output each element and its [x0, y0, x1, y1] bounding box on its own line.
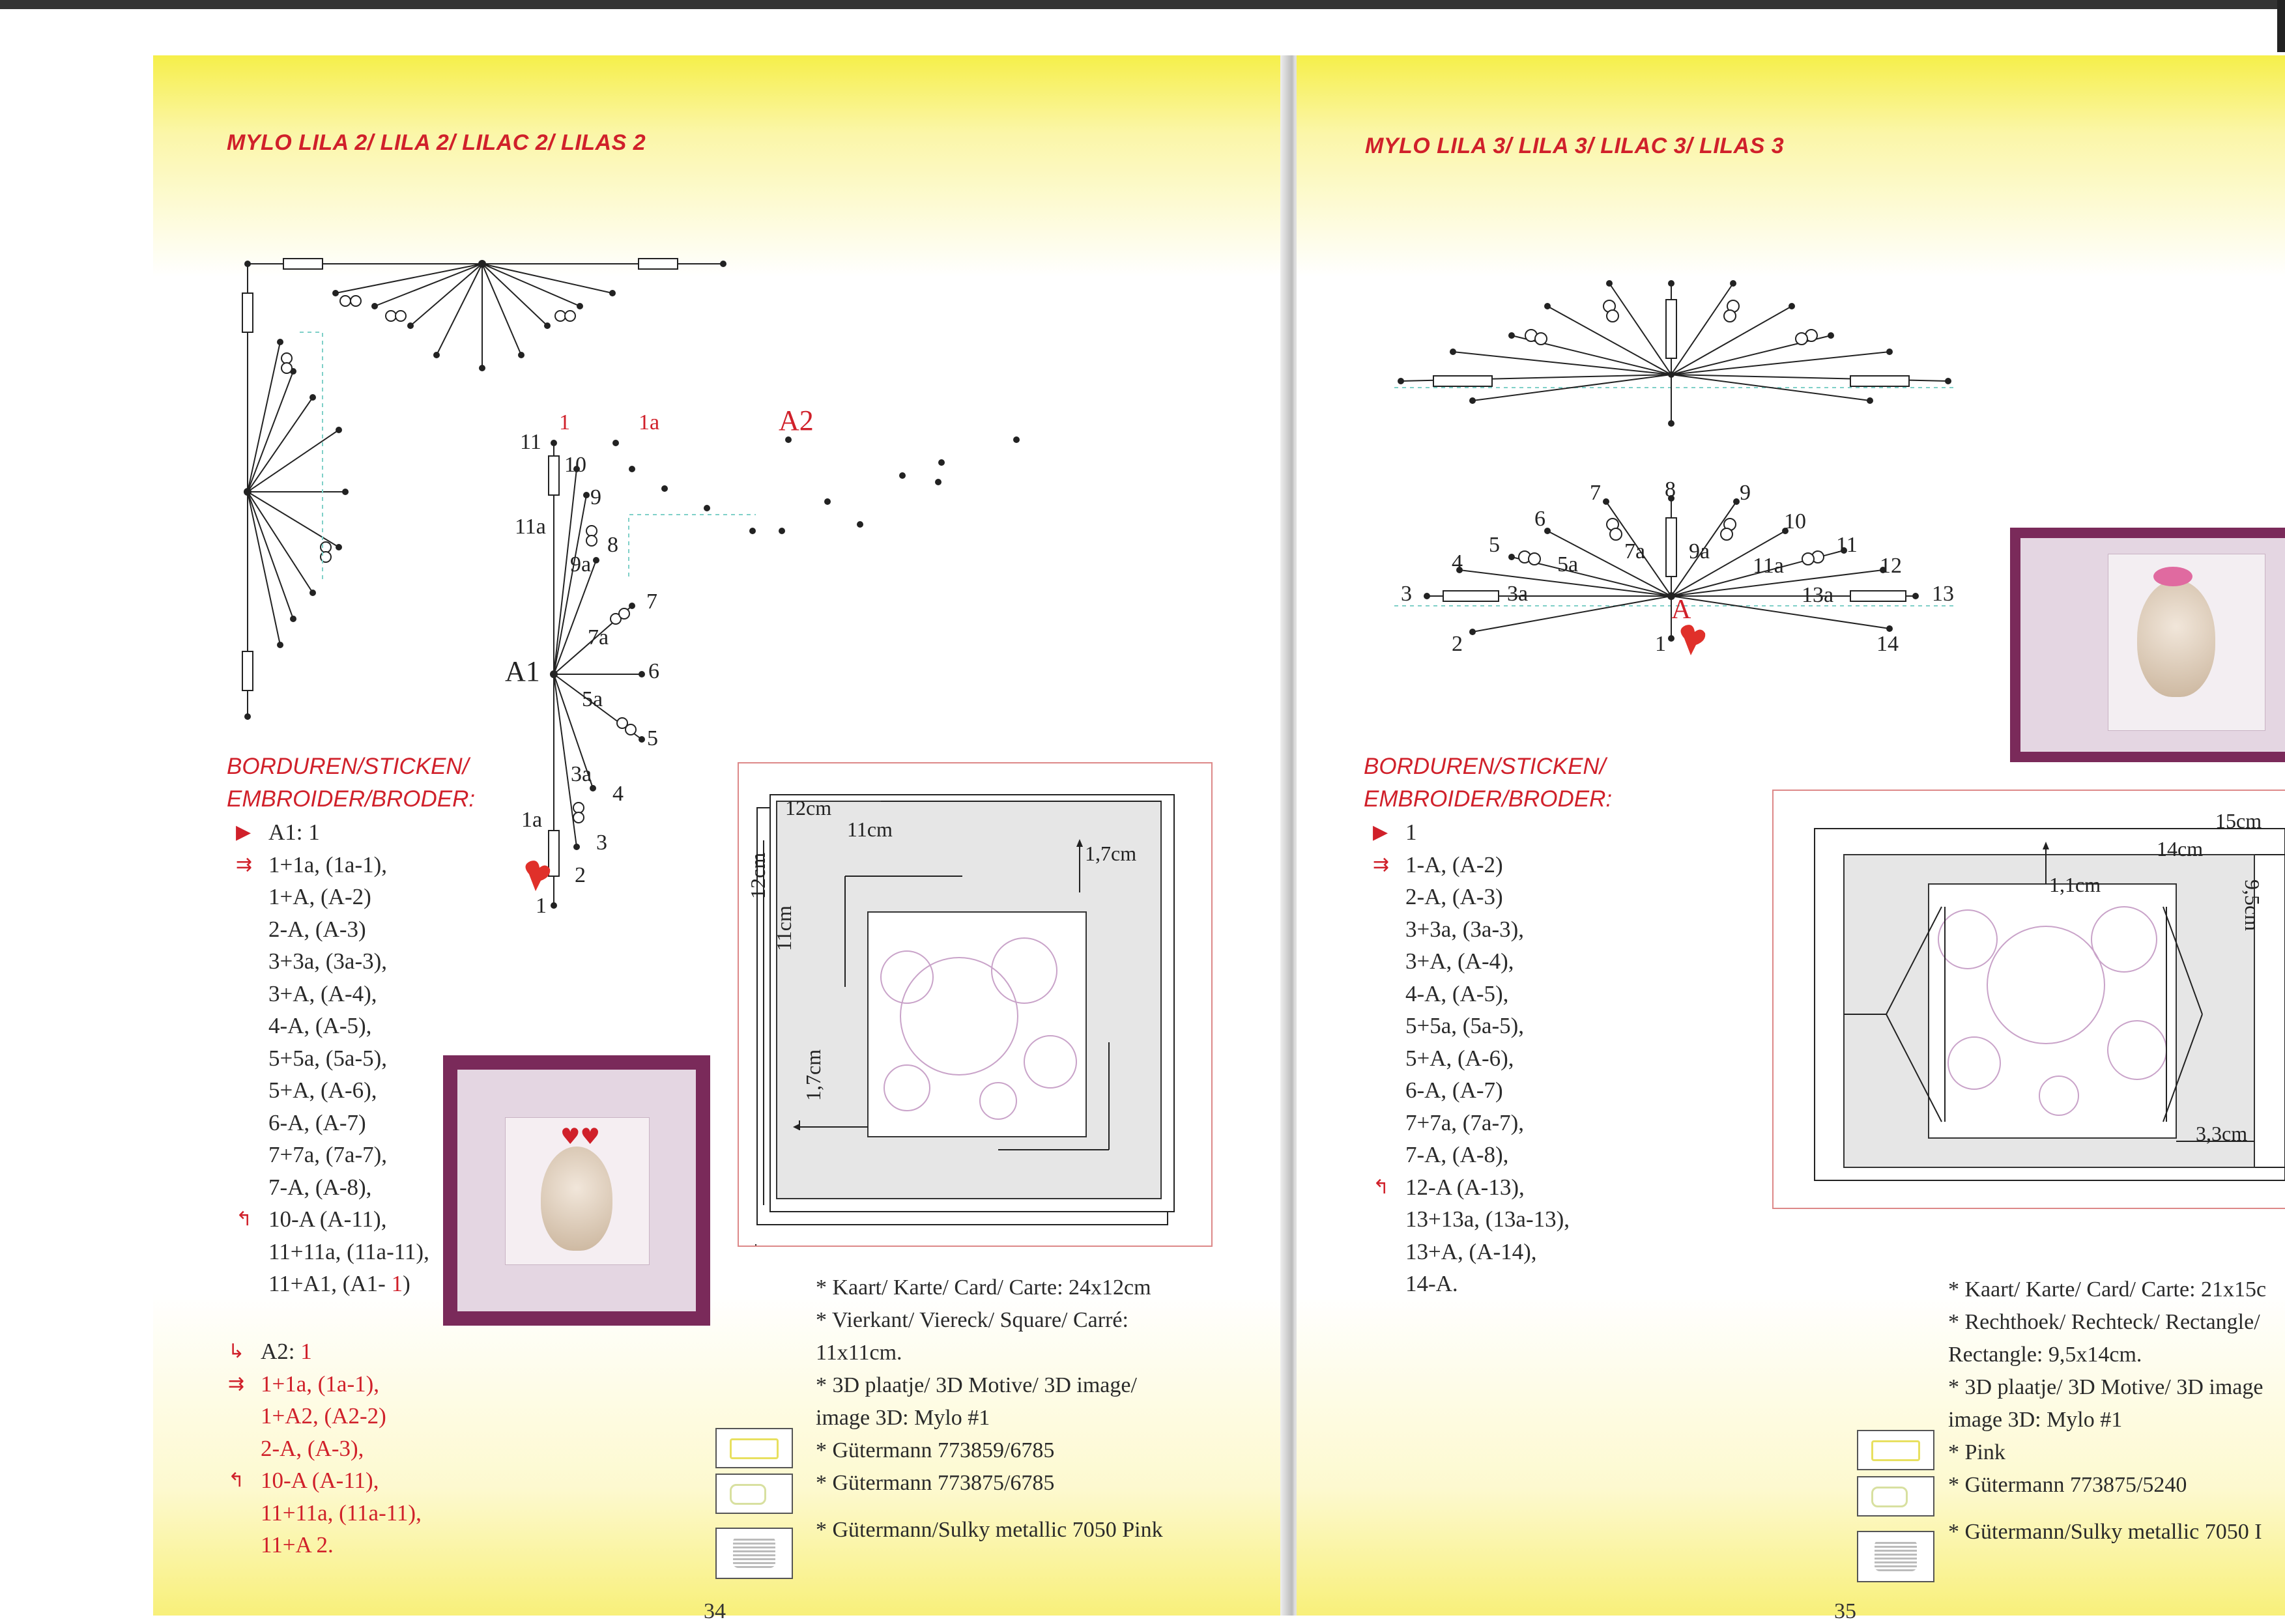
step-row: [261, 1529, 422, 1561]
r-label-12: 12: [1880, 554, 1902, 578]
step-row: [1405, 945, 1570, 978]
material-line: image 3D: Mylo #1: [1948, 1408, 2123, 1432]
step-row: [268, 1107, 429, 1139]
r-label-1: 1: [1655, 632, 1666, 656]
material-line: * Kaart/ Karte/ Card/ Carte: 24x12cm: [816, 1275, 1151, 1300]
material-line: * Gütermann 773875/6785: [816, 1471, 1055, 1495]
step-row: [1405, 1074, 1570, 1107]
label-9a: 9a: [570, 552, 592, 577]
step-row: [1373, 849, 1570, 881]
step-row: [268, 1074, 429, 1107]
label-7: 7: [646, 590, 657, 614]
step-row: [268, 1042, 429, 1075]
step-row: [268, 913, 429, 946]
step-text-tail: ): [403, 1271, 410, 1296]
step-row: [268, 1236, 429, 1268]
dim-15cm: 15cm: [2215, 809, 2262, 833]
label-4: 4: [612, 782, 624, 806]
r-label-6: 6: [1534, 507, 1545, 531]
label-6: 6: [648, 659, 659, 683]
step-text: 12-A (A-13),: [1405, 1174, 1525, 1200]
label-9: 9: [590, 485, 601, 509]
material-line: * 3D plaatje/ 3D Motive/ 3D image/: [816, 1373, 1137, 1397]
r-label-7a: 7a: [1624, 539, 1646, 563]
material-line: * 3D plaatje/ 3D Motive/ 3D image: [1948, 1375, 2263, 1399]
material-line: * Gütermann/Sulky metallic 7050 Pink: [816, 1518, 1163, 1542]
r-label-4: 4: [1452, 550, 1463, 575]
jump-marker-icon: ↰: [228, 1469, 245, 1492]
step-text: 4-A, (A-5),: [1405, 980, 1509, 1006]
step-row: [228, 1464, 422, 1497]
bunny-figure-pink: [2137, 580, 2215, 697]
r-label-11a: 11a: [1753, 554, 1784, 578]
material-line: * Rechthoek/ Rechteck/ Rectangle/: [1948, 1310, 2260, 1334]
label-2: 2: [575, 863, 586, 887]
step-text: 11+A1, (A1-: [268, 1271, 392, 1296]
material-line: Rectangle: 9,5x14cm.: [1948, 1343, 2142, 1367]
material-line: * Gütermann/Sulky metallic 7050 I: [1948, 1520, 2262, 1544]
step-row: [261, 1497, 422, 1530]
start-marker-icon: ▶: [1373, 821, 1388, 844]
left-steps-a1: [236, 816, 429, 1300]
r-label-7: 7: [1590, 481, 1601, 505]
step-row: [236, 816, 429, 849]
left-steps-a2: [228, 1335, 422, 1561]
step-row: [1405, 913, 1570, 946]
step-text: 1+A, (A-2): [268, 884, 371, 909]
step-row: [236, 849, 429, 881]
material-line: * Vierkant/ Viereck/ Square/ Carré:: [816, 1308, 1128, 1332]
material-line: image 3D: Mylo #1: [816, 1406, 990, 1430]
left-page-title: MYLO LILA 2/ LILA 2/ LILAC 2/ LILAS 2: [227, 130, 646, 155]
step-row: [1405, 1139, 1570, 1171]
turn-marker-icon: ↳: [228, 1340, 245, 1363]
dim-11cm: 11cm: [847, 818, 893, 841]
step-text: 2-A, (A-3): [268, 916, 366, 942]
step-row: [1405, 1042, 1570, 1075]
step-row: [1405, 1107, 1570, 1139]
label-1-red: 1: [559, 410, 570, 434]
step-row: [228, 1368, 422, 1401]
step-row: [268, 1010, 429, 1042]
step-row: [1405, 1010, 1570, 1042]
r-label-9a: 9a: [1689, 539, 1710, 563]
arrows-marker-icon: ⇉: [1373, 853, 1390, 876]
dim-9-5cm: 9,5cm: [2241, 879, 2264, 932]
right-section-heading: BORDUREN/STICKEN/ EMBROIDER/BRODER:: [1364, 754, 1613, 812]
dim-1-1cm: 1,1cm: [2049, 873, 2101, 896]
step-text: 2-A, (A-3): [1405, 884, 1503, 909]
step-text: 3+A, (A-4),: [1405, 948, 1514, 974]
dim-11cm-vertical: 11cm: [772, 905, 796, 951]
r-label-13a: 13a: [1802, 583, 1834, 607]
scan-top-shadow: [0, 0, 2285, 9]
material-line: * Kaart/ Karte/ Card/ Carte: 21x15c: [1948, 1277, 2267, 1302]
step-text: 5+A, (A-6),: [268, 1077, 377, 1103]
swatch-light: [715, 1474, 793, 1514]
r-label-10: 10: [1784, 509, 1806, 534]
r-label-3a: 3a: [1507, 582, 1529, 606]
label-3: 3: [596, 831, 607, 855]
r-label-5a: 5a: [1557, 552, 1579, 577]
step-text: 7-A, (A-8),: [1405, 1142, 1509, 1167]
step-text: A1: 1: [268, 819, 320, 845]
step-text: 3+A, (A-4),: [268, 980, 377, 1006]
step-row: [1405, 978, 1570, 1010]
step-text: 14-A.: [1405, 1271, 1458, 1296]
step-text-red: 1: [391, 1271, 403, 1296]
step-text: 1: [1405, 819, 1417, 845]
step-text: 3+3a, (3a-3),: [268, 948, 388, 974]
step-row: [268, 945, 429, 978]
dim-1-7cm-vertical: 1,7cm: [801, 1049, 825, 1101]
step-row: [261, 1432, 422, 1465]
step-text: 10-A (A-11),: [261, 1468, 379, 1493]
step-row: [268, 1139, 429, 1171]
swatch-light-right: [1857, 1476, 1934, 1517]
step-row: [268, 1171, 429, 1204]
step-row: [228, 1335, 422, 1368]
dim-14cm: 14cm: [2157, 837, 2204, 861]
step-row: [1405, 1268, 1570, 1300]
numbered-fan-diagram: [1394, 482, 1955, 664]
step-row: [1405, 881, 1570, 913]
step-text: 13+A, (A-14),: [1405, 1238, 1537, 1264]
dim-3-3cm: 3,3cm: [2196, 1122, 2248, 1145]
label-a1: A1: [505, 655, 540, 687]
material-line: 11x11cm.: [816, 1341, 902, 1365]
scan-right-edge: [2277, 0, 2285, 52]
step-text-red: 1: [300, 1339, 312, 1364]
step-text: 7+7a, (7a-7),: [1405, 1109, 1525, 1135]
step-text: 2-A, (A-3),: [261, 1435, 364, 1461]
step-text: 6-A, (A-7): [1405, 1077, 1503, 1103]
step-row: [1405, 1236, 1570, 1268]
step-text: 6-A, (A-7): [268, 1109, 366, 1135]
left-materials-list: [816, 1272, 1163, 1546]
fan-stitch-pattern: [1394, 261, 1955, 430]
step-row: [268, 978, 429, 1010]
thread-spool-icon-right: [1857, 1531, 1934, 1582]
step-text: 7+7a, (7a-7),: [268, 1142, 388, 1167]
label-11: 11: [520, 430, 541, 454]
label-11a: 11a: [515, 515, 546, 539]
thread-spool-icon: [715, 1528, 793, 1579]
dim-12cm: 12cm: [785, 796, 832, 819]
step-text: 11+A 2.: [261, 1532, 334, 1558]
label-5a: 5a: [582, 687, 603, 711]
r-label-14: 14: [1876, 632, 1899, 656]
step-text: 7-A, (A-8),: [268, 1174, 372, 1200]
r-label-3: 3: [1401, 582, 1412, 606]
label-1: 1: [536, 894, 547, 918]
r-label-a: A: [1671, 595, 1691, 625]
card-photo-lila2: [443, 1055, 710, 1326]
label-5: 5: [647, 726, 658, 750]
step-row: [261, 1400, 422, 1432]
r-label-2: 2: [1452, 632, 1463, 656]
material-line: * Pink: [1948, 1440, 2005, 1464]
label-7a: 7a: [588, 625, 609, 649]
step-row: [268, 881, 429, 913]
step-text: 5+5a, (5a-5),: [268, 1045, 388, 1071]
r-label-8: 8: [1665, 477, 1676, 502]
step-row: [1373, 1171, 1570, 1204]
step-text: 4-A, (A-5),: [268, 1013, 372, 1038]
label-1a: 1a: [521, 808, 543, 832]
step-row: [1405, 1203, 1570, 1236]
step-row: [268, 1268, 429, 1300]
card-layout-svg-left: [738, 762, 1211, 1246]
step-row: [1373, 816, 1570, 849]
jump-marker-icon: ↰: [236, 1208, 253, 1231]
step-text: 3+3a, (3a-3),: [1405, 916, 1525, 942]
material-line: * Gütermann 773875/5240: [1948, 1473, 2187, 1497]
step-text: 1+A2, (A2-2): [261, 1403, 386, 1429]
step-text: 1+1a, (1a-1),: [268, 851, 388, 877]
step-text: 5+A, (A-6),: [1405, 1045, 1514, 1071]
label-3a: 3a: [571, 762, 592, 786]
r-label-5: 5: [1489, 533, 1500, 557]
dim-12cm-vertical: 12cm: [746, 852, 769, 899]
right-page-title: MYLO LILA 3/ LILA 3/ LILAC 3/ LILAS 3: [1365, 134, 1785, 158]
swatch-yellow-right: [1857, 1430, 1934, 1470]
r-label-13: 13: [1932, 582, 1954, 606]
step-text: 1-A, (A-2): [1405, 851, 1503, 877]
heart-icon: ♥♥: [560, 1124, 600, 1150]
arrows-marker-icon: ⇉: [228, 1372, 245, 1395]
step-text: 1+1a, (1a-1),: [261, 1371, 380, 1397]
step-text: 10-A (A-11),: [268, 1206, 387, 1232]
step-text: 11+11a, (11a-11),: [268, 1238, 429, 1264]
right-steps: [1373, 816, 1570, 1300]
material-line: * Gütermann 773859/6785: [816, 1438, 1055, 1462]
right-materials-list: [1948, 1274, 2266, 1548]
step-text: A2:: [261, 1339, 301, 1364]
r-label-9: 9: [1740, 481, 1751, 505]
arrows-marker-icon: ⇉: [236, 853, 253, 876]
swatch-yellow: [715, 1428, 793, 1468]
step-text: 13+13a, (13a-13),: [1405, 1206, 1570, 1232]
start-marker-icon: ▶: [236, 821, 251, 844]
step-text: 5+5a, (5a-5),: [1405, 1013, 1525, 1038]
step-row: [236, 1203, 429, 1236]
right-page-number: 35: [1834, 1599, 1856, 1623]
r-label-11: 11: [1836, 533, 1858, 557]
dim-1-7cm-top: 1,7cm: [1085, 842, 1137, 865]
jump-marker-icon: ↰: [1373, 1175, 1390, 1199]
left-section-heading: BORDUREN/STICKEN/ EMBROIDER/BRODER:: [227, 754, 476, 812]
bunny-figure: [541, 1147, 612, 1251]
step-text: 11+11a, (11a-11),: [261, 1500, 422, 1526]
card-photo-lila3: [2010, 528, 2285, 762]
left-page-number: 34: [704, 1599, 726, 1623]
label-1a-red: 1a: [639, 410, 660, 434]
label-a2: A2: [779, 405, 814, 436]
label-8: 8: [607, 533, 618, 557]
label-10: 10: [564, 453, 586, 477]
